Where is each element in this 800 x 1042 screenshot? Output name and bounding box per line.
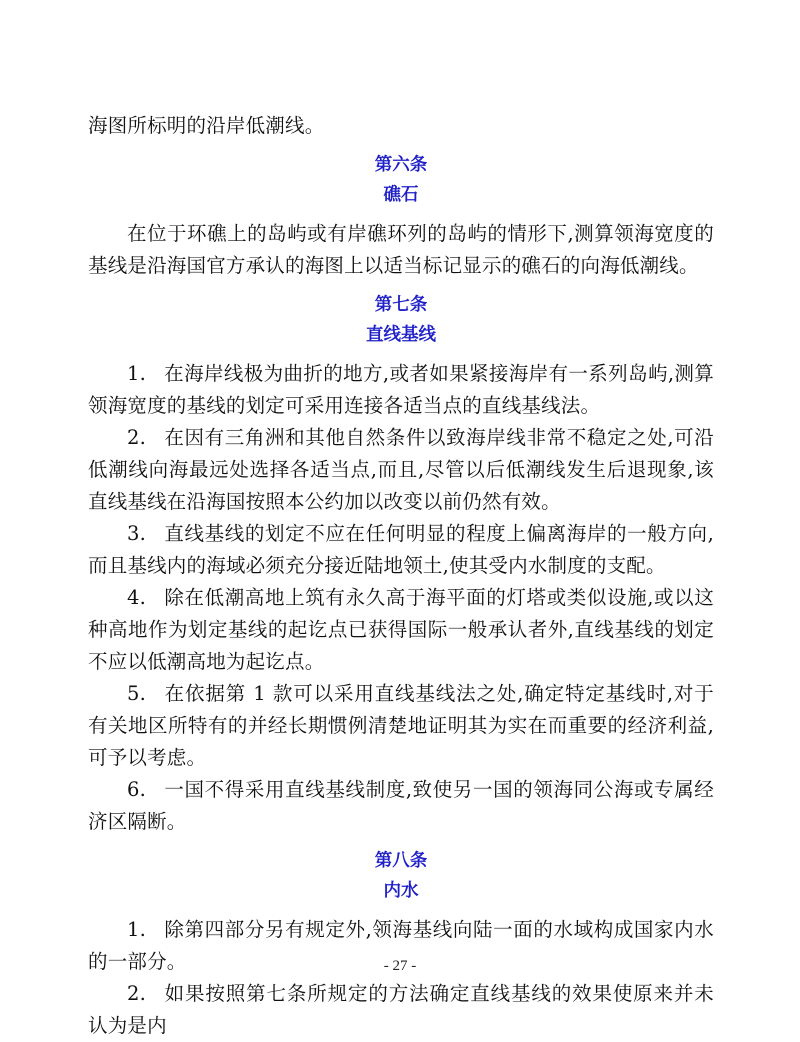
paragraph-text: 除在低潮高地上筑有永久高于海平面的灯塔或类似设施,或以这种高地作为划定基线的起讫点已获得国际一般承认者外,直线基线的划定不应以低潮高地为起讫点。 — [88, 586, 714, 673]
paragraph-text: 一国不得采用直线基线制度,致使另一国的领海同公海或专属经济区隔断。 — [88, 778, 714, 833]
paragraph-number: 1. — [127, 362, 147, 385]
article-7-paragraph — [88, 422, 714, 518]
article-7-paragraph — [88, 358, 714, 422]
article-6-text: 在位于环礁上的岛屿或有岸礁环列的岛屿的情形下,测算领海宽度的基线是沿海国官方承认的海图上以适当标记显示的礁石的向海低潮线。 — [88, 222, 714, 277]
article-8-paragraph — [88, 978, 714, 1042]
paragraph-number: 2. — [127, 426, 147, 449]
article-8-title: 内水 — [383, 881, 419, 901]
article-7-number: 第七条 — [374, 295, 428, 315]
article-7-paragraph — [88, 774, 714, 838]
article-7-title: 直线基线 — [366, 325, 436, 345]
article-7-paragraph — [88, 678, 714, 774]
article-7-paragraph — [88, 518, 714, 582]
paragraph-text: 直线基线的划定不应在任何明显的程度上偏离海岸的一般方向,而且基线内的海域必须充分接近陆地领土,使其受内水制度的支配。 — [88, 522, 714, 577]
article-7-paragraph — [88, 582, 714, 678]
paragraph-number: 3. — [127, 522, 147, 545]
paragraph-text: 在因有三角洲和其他自然条件以致海岸线非常不稳定之处,可沿低潮线向海最远处选择各适当点,而且,尽管以后低潮线发生后退现象,该直线基线在沿海国按照本公约加以改变以前仍然有效。 — [88, 426, 714, 513]
paragraph-number: 6. — [127, 778, 147, 801]
paragraph-number: 5. — [127, 682, 147, 705]
paragraph-number: 2. — [127, 982, 147, 1005]
paragraph-text: 在依据第 1 款可以采用直线基线法之处,确定特定基线时,对于有关地区所特有的并经长期惯例清楚地证明其为实在而重要的经济利益,可予以考虑。 — [88, 682, 714, 769]
document-page — [88, 110, 714, 1042]
article-6-title: 礁石 — [383, 185, 419, 205]
paragraph-text: 如果按照第七条所规定的方法确定直线基线的效果使原来并未认为是内 — [88, 982, 714, 1037]
paragraph-text: 在海岸线极为曲折的地方,或者如果紧接海岸有一系列岛屿,测算领海宽度的基线的划定可采用连接各适当点的直线基线法。 — [88, 362, 714, 417]
article-8-number: 第八条 — [374, 851, 428, 871]
page-number: - 27 - — [383, 958, 417, 974]
paragraph-number: 1. — [127, 918, 147, 941]
intro-paragraph: 海图所标明的沿岸低潮线。 — [88, 114, 325, 137]
article-6-number: 第六条 — [374, 155, 428, 175]
paragraph-text: 除第四部分另有规定外,领海基线向陆一面的水域构成国家内水的一部分。 — [88, 918, 714, 973]
paragraph-number: 4. — [127, 586, 147, 609]
